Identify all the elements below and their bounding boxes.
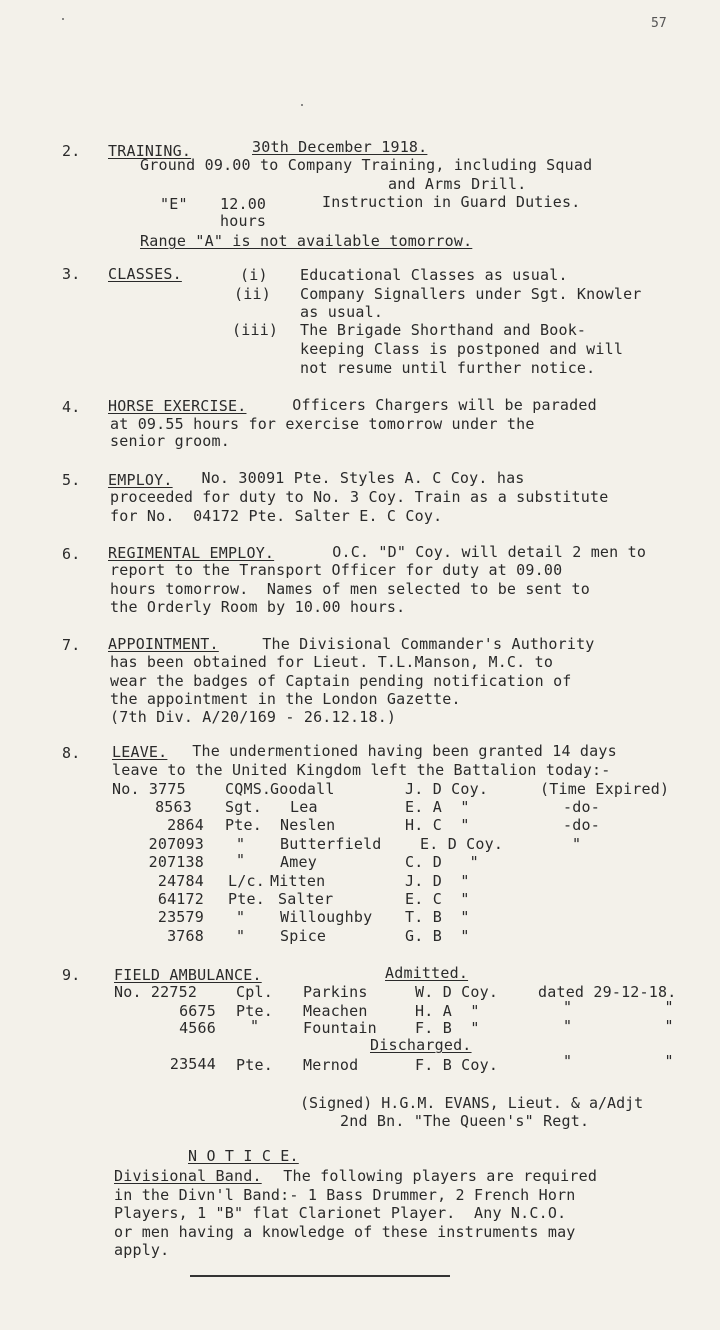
company: E. A " (405, 798, 470, 816)
section-number: 9. (62, 966, 81, 984)
paragraph-line: Players, 1 "B" flat Clarionet Player. Any N.C.O. (114, 1204, 567, 1222)
paragraph-line: The following players are required (274, 1167, 598, 1185)
ink-speck (62, 18, 64, 20)
paragraph-line: No. 30091 Pte. Styles A. C Coy. has (183, 469, 525, 487)
section-number: 5. (62, 471, 81, 489)
soldier-name: Willoughby (280, 908, 373, 926)
company: J. D Coy. (405, 780, 489, 798)
paragraph-line: has been obtained for Lieut. T.L.Manson, M.C. to (110, 653, 554, 671)
paragraph-line: wear the badges of Captain pending notification of (110, 672, 572, 690)
company: C. D " (405, 853, 479, 871)
training-date: 30th December 1918. (252, 138, 428, 156)
coy-label: "E" (160, 195, 188, 213)
notice-heading: Divisional Band. (114, 1167, 262, 1185)
paragraph-line: in the Divn'l Band:- 1 Bass Drummer, 2 French Horn (114, 1186, 576, 1204)
notice-title: N O T I C E. (188, 1147, 299, 1165)
soldier-name: Mernod (303, 1056, 359, 1074)
rank: Pte. (228, 890, 265, 908)
rank: " (236, 927, 246, 945)
paragraph-line: proceeded for duty to No. 3 Coy. Train as a substitute (110, 488, 609, 506)
soldier-name: Meachen (303, 1002, 368, 1020)
paragraph-line: The Divisional Commander's Authority (253, 635, 595, 653)
section-heading: REGIMENTAL EMPLOY. (108, 544, 275, 562)
company: H. A " (415, 1002, 480, 1020)
paragraph-line: the Orderly Room by 10.00 hours. (110, 598, 406, 616)
paragraph-line: the appointment in the London Gazette. (110, 690, 461, 708)
company: G. B " (405, 927, 470, 945)
leave-note: -do- (563, 798, 600, 816)
company: F. B " (415, 1019, 480, 1037)
rank: " (236, 908, 246, 926)
soldier-name: Salter (278, 890, 334, 908)
closing-rule (190, 1275, 450, 1277)
section-number: 8. (62, 744, 81, 762)
service-number: No. 3775 (112, 780, 186, 798)
section-heading: HORSE EXERCISE. (108, 397, 247, 415)
training-line: Instruction in Guard Duties. (322, 193, 581, 211)
section-heading: CLASSES. (108, 265, 182, 283)
section-number: 4. (62, 398, 81, 416)
rank: L/c. (228, 872, 265, 890)
soldier-name: Mitten (270, 872, 326, 890)
dated-note: " " (563, 1017, 674, 1035)
rank: Pte. (236, 1056, 273, 1074)
rank: " (236, 851, 246, 869)
list-item-text: Company Signallers under Sgt. Knowler (300, 285, 642, 303)
list-item-number: (iii) (232, 321, 279, 339)
training-line: Ground 09.00 to Company Training, including Squad (140, 156, 593, 174)
service-number: 23579 (157, 908, 204, 926)
page-number: 57 (651, 16, 667, 31)
service-number: 207093 (148, 835, 204, 853)
dated-note: dated 29-12-18. (538, 983, 677, 1001)
section-number: 6. (62, 545, 81, 563)
section-heading: EMPLOY. (108, 471, 173, 489)
list-item-text: not resume until further notice. (300, 359, 596, 377)
list-item-text: as usual. (300, 303, 384, 321)
section-number: 2. (62, 142, 81, 160)
paragraph-line: hours tomorrow. Names of men selected to be sent to (110, 580, 590, 598)
soldier-name: Neslen (280, 816, 336, 834)
company: H. C " (405, 816, 470, 834)
service-number: 23544 (169, 1055, 216, 1073)
soldier-name: Amey (280, 853, 317, 871)
leave-note: " (572, 835, 582, 853)
service-number: 8563 (155, 798, 192, 816)
company: W. D Coy. (415, 983, 499, 1001)
service-number: 2864 (167, 816, 204, 834)
soldier-name: Lea (290, 798, 318, 816)
rank: " (236, 835, 246, 853)
range-notice: Range "A" is not available tomorrow. (140, 232, 473, 250)
service-number: 3768 (167, 927, 204, 945)
service-number: 207138 (148, 853, 204, 871)
paragraph-line: report to the Transport Officer for duty at 09.00 (110, 561, 563, 579)
leave-note: -do- (563, 816, 600, 834)
section-number: 3. (62, 265, 81, 283)
rank: " (250, 1017, 260, 1035)
company: F. B Coy. (415, 1056, 499, 1074)
section-heading: LEAVE. (112, 743, 168, 761)
company: T. B " (405, 908, 470, 926)
list-item-number: (ii) (234, 285, 271, 303)
paragraph-line: (7th Div. A/20/169 - 26.12.18.) (110, 708, 397, 726)
list-item-text: keeping Class is postponed and will (300, 340, 624, 358)
section-heading: FIELD AMBULANCE. (114, 966, 262, 984)
list-item-text: The Brigade Shorthand and Book- (300, 321, 587, 339)
leave-note: (Time Expired) (540, 780, 670, 798)
paragraph-line: senior groom. (110, 432, 230, 450)
paragraph-line: apply. (114, 1241, 170, 1259)
service-number: 6675 (179, 1002, 216, 1020)
section-heading: APPOINTMENT. (108, 635, 219, 653)
soldier-name: Goodall (270, 780, 335, 798)
rank: CQMS. (225, 780, 272, 798)
paragraph-line: for No. 04172 Pte. Salter E. C Coy. (110, 507, 443, 525)
time-unit: hours (220, 212, 267, 230)
time-value: 12.00 (220, 195, 267, 213)
training-line: and Arms Drill. (388, 175, 527, 193)
ink-speck (301, 104, 303, 106)
service-number: No. 22752 (114, 983, 198, 1001)
list-item-number: (i) (240, 266, 268, 284)
paragraph-line: leave to the United Kingdom left the Battalion today:- (112, 761, 611, 779)
service-number: 4566 (179, 1019, 216, 1037)
soldier-name: Butterfield (280, 835, 382, 853)
paragraph-line: or men having a knowledge of these instruments may (114, 1223, 576, 1241)
admitted-label: Admitted. (385, 964, 469, 982)
rank: Pte. (236, 1002, 273, 1020)
paragraph-line: Officers Chargers will be paraded (283, 396, 597, 414)
service-number: 24784 (157, 872, 204, 890)
company: E. D Coy. (420, 835, 504, 853)
list-item-text: Educational Classes as usual. (300, 266, 568, 284)
paragraph-line: at 09.55 hours for exercise tomorrow under the (110, 415, 535, 433)
paragraph-line: The undermentioned having been granted 14 days (183, 742, 617, 760)
signature-line: 2nd Bn. "The Queen's" Regt. (340, 1112, 590, 1130)
signature-line: (Signed) H.G.M. EVANS, Lieut. & a/Adjt (300, 1094, 644, 1112)
rank: Cpl. (236, 983, 273, 1001)
dated-note: " " (563, 998, 674, 1016)
company: E. C " (405, 890, 470, 908)
discharged-label: Discharged. (370, 1036, 472, 1054)
dated-note: " " (563, 1052, 674, 1070)
service-number: 64172 (157, 890, 204, 908)
paragraph-line: O.C. "D" Coy. will detail 2 men to (323, 543, 647, 561)
soldier-name: Spice (280, 927, 327, 945)
section-number: 7. (62, 636, 81, 654)
rank: Sgt. (225, 798, 262, 816)
section-heading: TRAINING. (108, 142, 192, 160)
company: J. D " (405, 872, 470, 890)
rank: Pte. (225, 816, 262, 834)
soldier-name: Fountain (303, 1019, 377, 1037)
soldier-name: Parkins (303, 983, 368, 1001)
